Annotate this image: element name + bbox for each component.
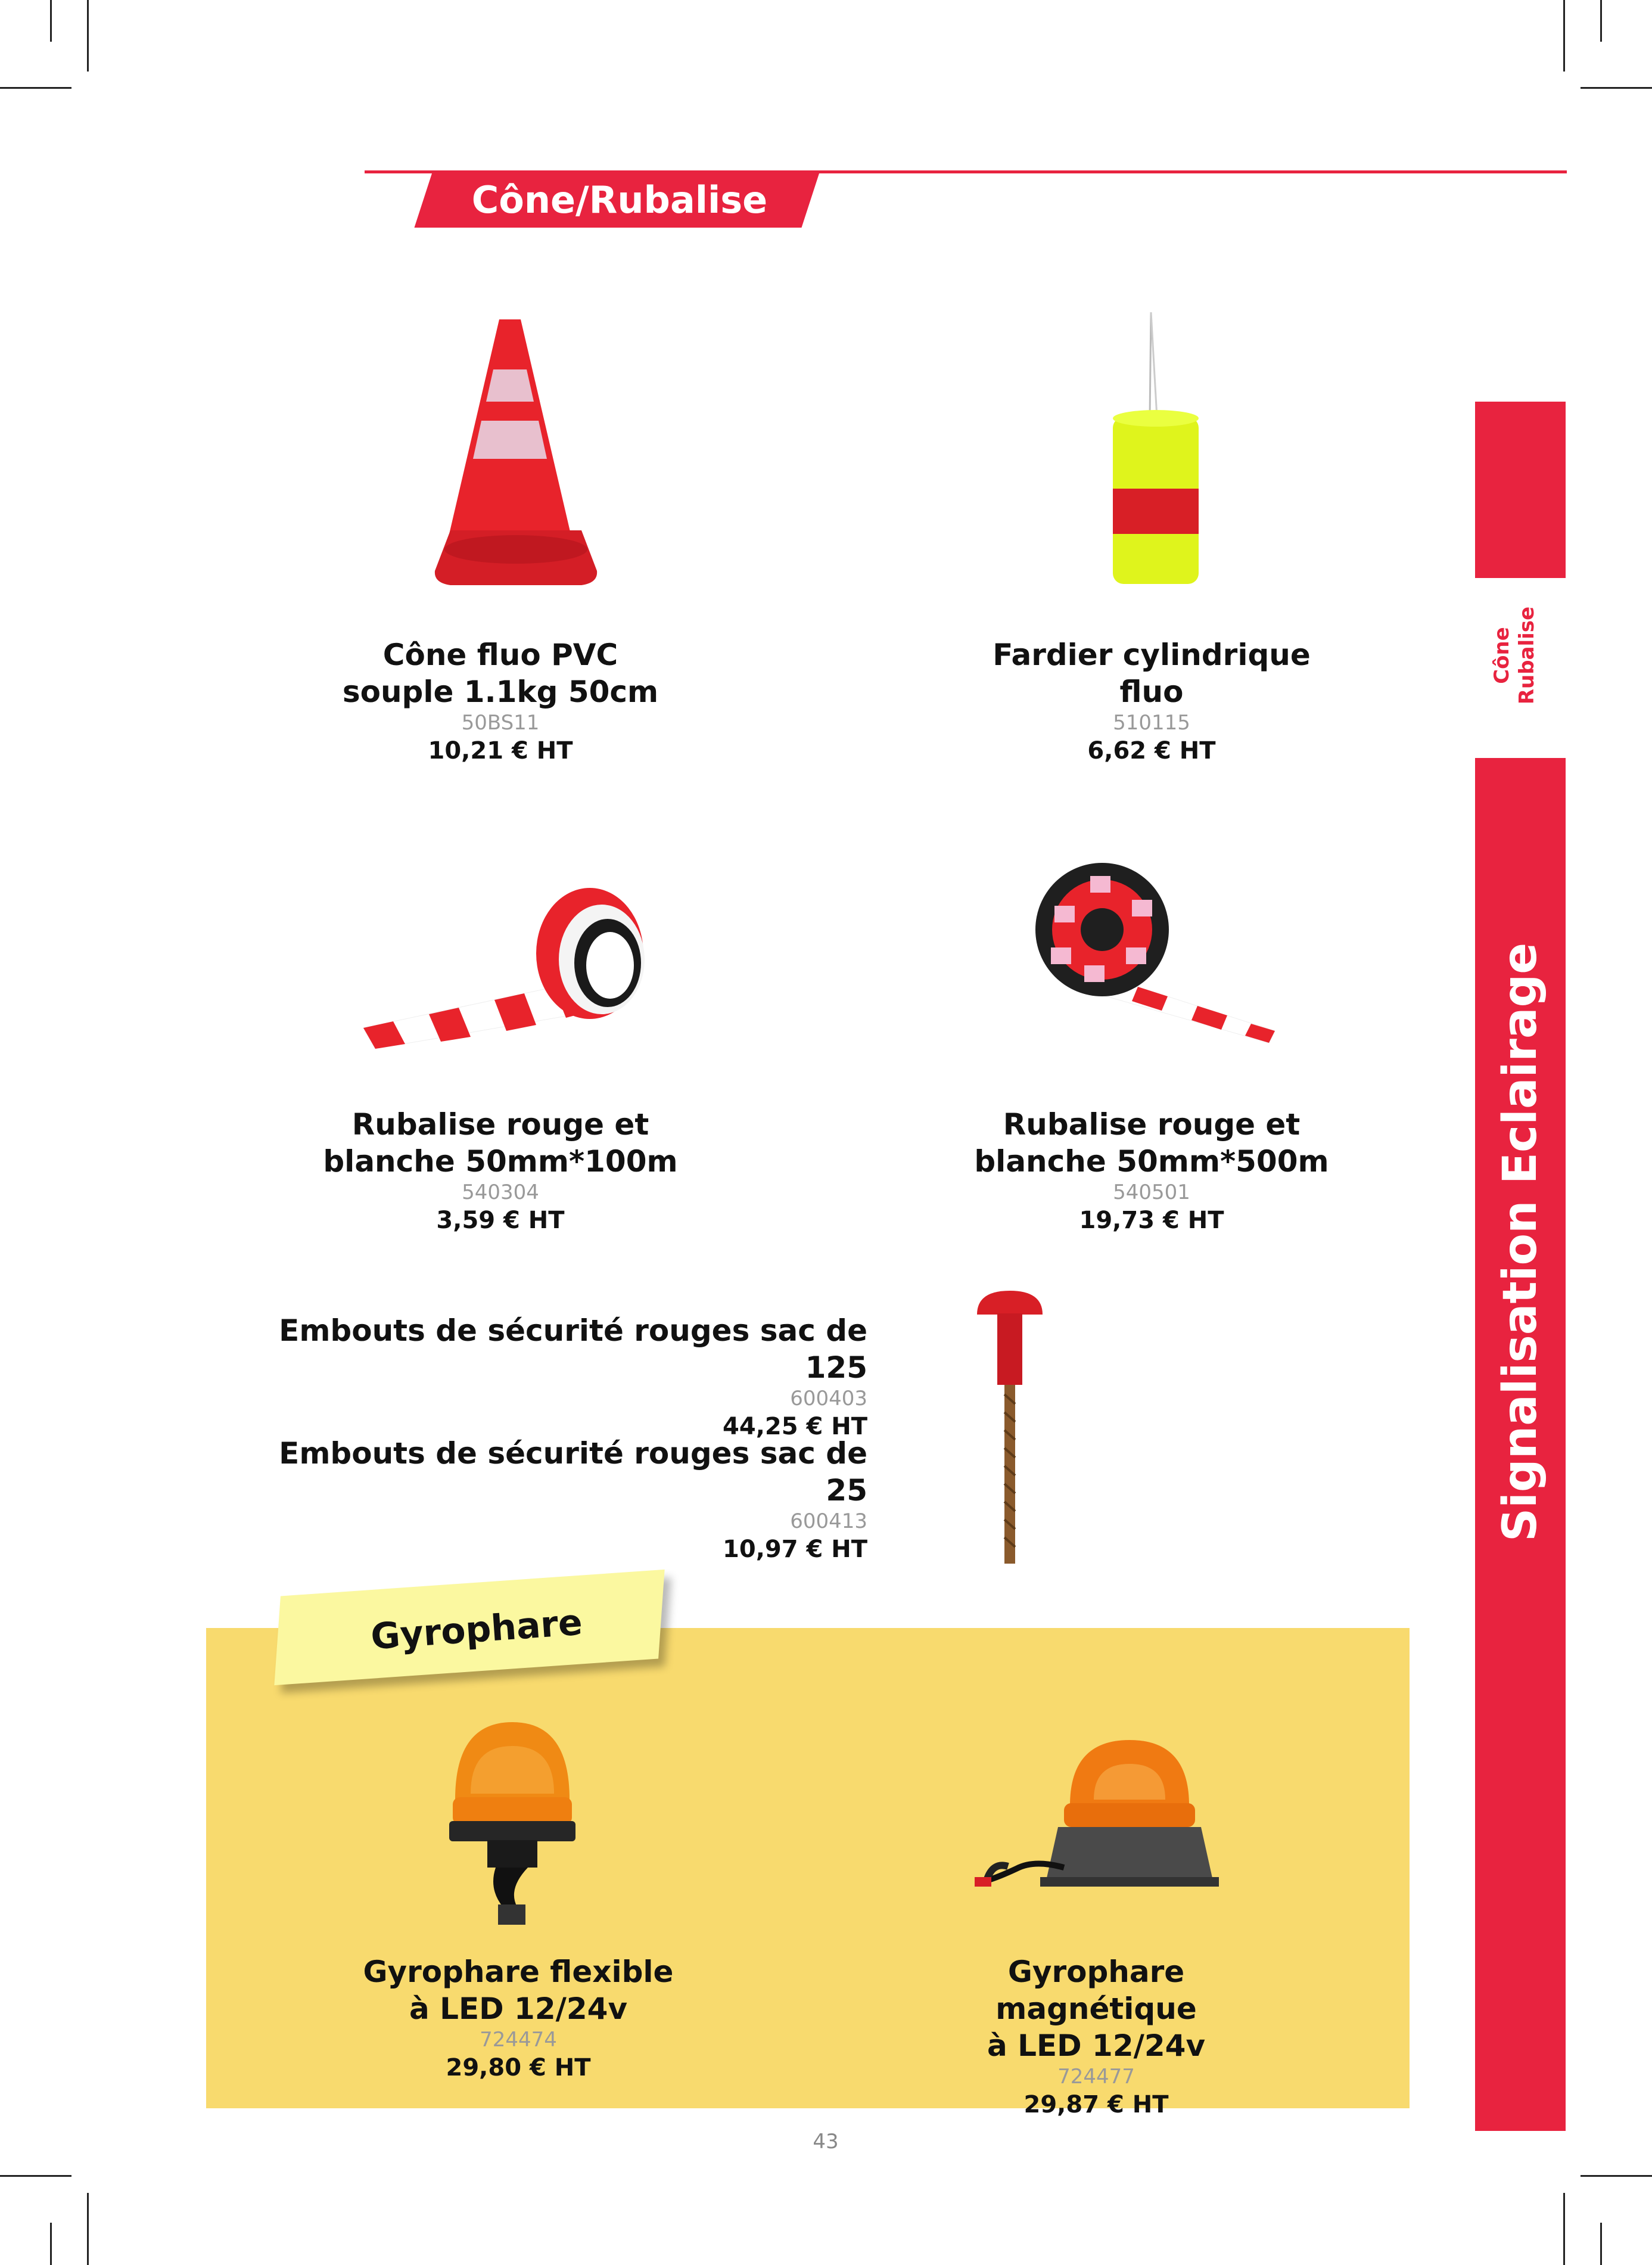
side-tab-small-line1: Cône bbox=[1490, 627, 1514, 684]
crop-mark bbox=[1600, 0, 1602, 42]
crop-mark bbox=[1563, 2193, 1565, 2265]
crop-mark bbox=[0, 87, 71, 89]
gyrophare-name: Gyrophare flexible bbox=[363, 1955, 674, 1989]
product-name: Rubalise rouge et bbox=[351, 1107, 649, 1142]
product-ref: 50BS11 bbox=[461, 711, 540, 735]
embout-ref: 600403 bbox=[790, 1387, 867, 1410]
product-name: Cône fluo PVC bbox=[382, 638, 618, 672]
traffic-cone-image bbox=[433, 316, 599, 590]
tape-roll-image bbox=[357, 876, 655, 1055]
crop-mark bbox=[1600, 2223, 1602, 2265]
product-card bbox=[322, 1106, 679, 1236]
side-tab-small-line2: Rubalise bbox=[1515, 606, 1539, 705]
gyrophare-name: à LED 12/24v bbox=[987, 2028, 1206, 2063]
product-card bbox=[973, 636, 1330, 766]
crop-mark bbox=[50, 2223, 52, 2265]
embout-price: 10,97 € HT bbox=[723, 1536, 867, 1563]
embout-name: Embouts de sécurité rouges sac de 25 bbox=[279, 1436, 867, 1508]
embout-item bbox=[250, 1312, 867, 1442]
embout-name: Embouts de sécurité rouges sac de 125 bbox=[279, 1313, 867, 1385]
product-name: fluo bbox=[1119, 675, 1184, 709]
embout-ref: 600413 bbox=[790, 1509, 867, 1533]
gyrophare-title: Gyrophare bbox=[369, 1601, 584, 1658]
gyrophare-card bbox=[340, 1953, 697, 2083]
crop-mark bbox=[1563, 0, 1565, 72]
side-tab-main-label: Signalisation Eclairage bbox=[1494, 942, 1547, 1542]
product-name: blanche 50mm*500m bbox=[974, 1144, 1329, 1179]
beacon-magnetic-image bbox=[975, 1728, 1237, 1907]
gyrophare-card bbox=[917, 1953, 1275, 2120]
crop-mark bbox=[1581, 2175, 1652, 2177]
gyrophare-ref: 724477 bbox=[1057, 2065, 1135, 2089]
cylinder-lantern-image bbox=[1108, 310, 1203, 590]
section-title: Cône/Rubalise bbox=[471, 178, 768, 222]
product-name: Fardier cylindrique bbox=[993, 638, 1311, 672]
product-name: blanche 50mm*100m bbox=[323, 1144, 678, 1179]
product-ref: 510115 bbox=[1113, 711, 1190, 735]
embout-item bbox=[250, 1435, 867, 1565]
gyrophare-ref: 724474 bbox=[480, 2028, 557, 2052]
product-card bbox=[973, 1106, 1330, 1236]
crop-mark bbox=[87, 0, 89, 72]
crop-mark bbox=[1581, 87, 1652, 89]
crop-mark bbox=[50, 0, 52, 42]
product-ref: 540501 bbox=[1113, 1180, 1190, 1204]
beacon-flexible-image bbox=[441, 1710, 584, 1937]
product-card bbox=[322, 636, 679, 766]
product-name: Rubalise rouge et bbox=[1003, 1107, 1301, 1142]
product-price: 10,21 € HT bbox=[428, 737, 573, 765]
crop-mark bbox=[0, 2175, 71, 2177]
gyrophare-price: 29,87 € HT bbox=[1023, 2091, 1169, 2118]
product-name: souple 1.1kg 50cm bbox=[342, 675, 659, 709]
product-price: 3,59 € HT bbox=[436, 1207, 565, 1234]
safety-cap-image bbox=[971, 1287, 1049, 1573]
side-tab-small-label bbox=[1489, 596, 1549, 715]
crop-mark bbox=[87, 2193, 89, 2265]
side-tab-top bbox=[1475, 402, 1566, 578]
embout-price: 44,25 € HT bbox=[723, 1413, 867, 1440]
page-number: 43 bbox=[813, 2130, 839, 2154]
gyrophare-price: 29,80 € HT bbox=[446, 2054, 591, 2081]
product-price: 19,73 € HT bbox=[1079, 1207, 1224, 1234]
gyrophare-name: Gyrophare magnétique bbox=[995, 1955, 1197, 2026]
tape-reel-image bbox=[1019, 858, 1281, 1049]
product-ref: 540304 bbox=[462, 1180, 539, 1204]
gyrophare-name: à LED 12/24v bbox=[409, 1991, 628, 2026]
product-price: 6,62 € HT bbox=[1087, 737, 1216, 765]
